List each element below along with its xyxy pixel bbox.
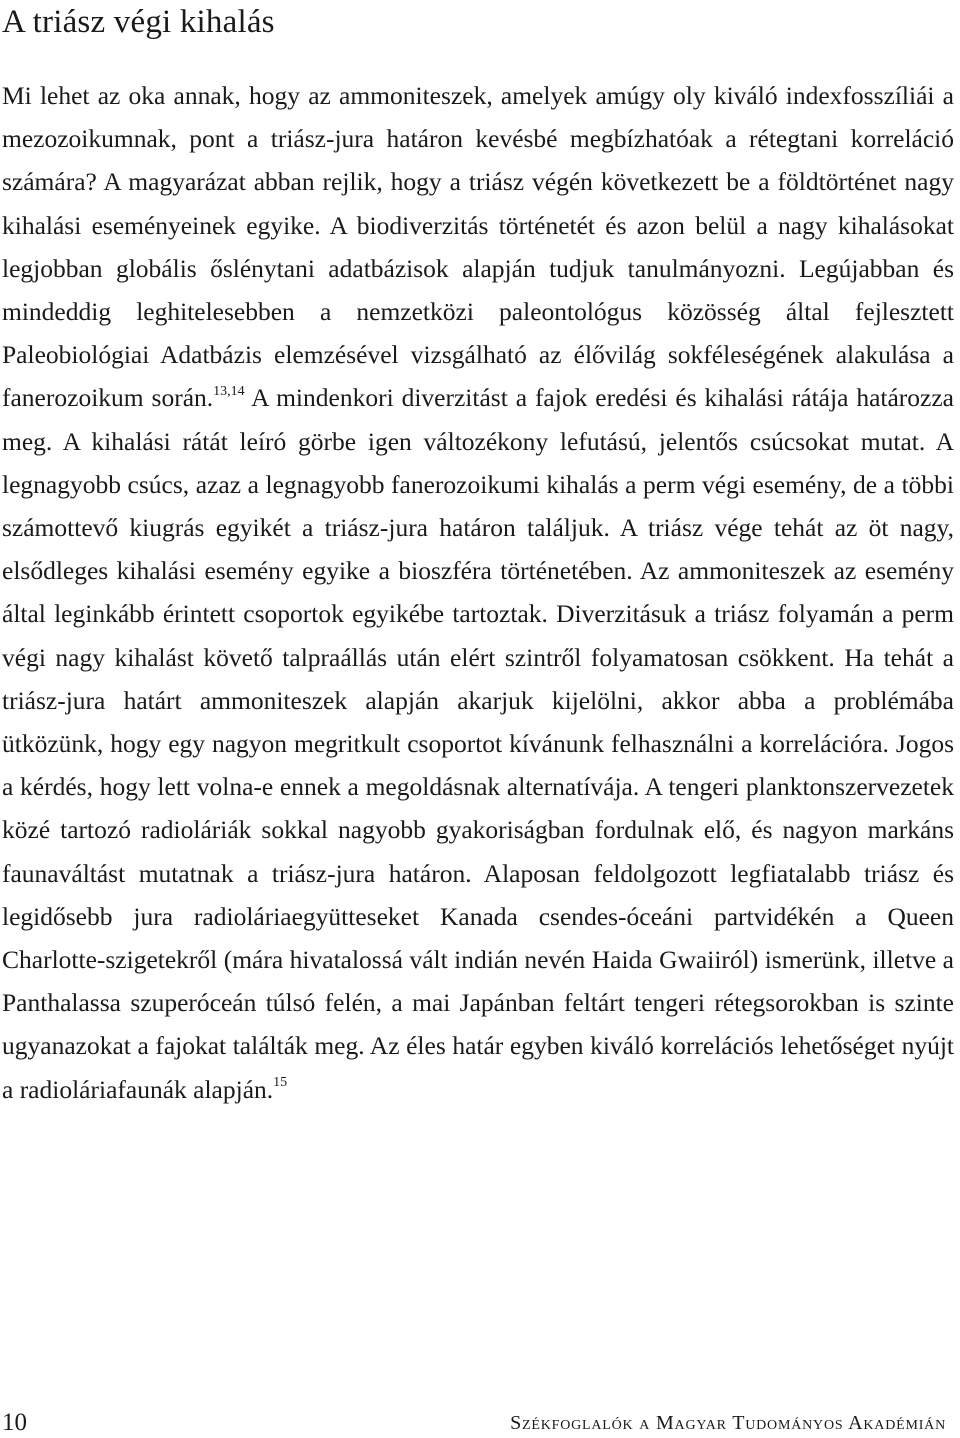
- footnote-reference-15[interactable]: 15: [273, 1075, 288, 1091]
- page-footer: [0, 1406, 960, 1436]
- body-paragraph: [2, 74, 954, 1111]
- section-heading: A triász végi kihalás: [2, 4, 275, 40]
- running-head: Székfoglalók a Magyar Tudományos Akadémián: [510, 1412, 946, 1434]
- footnote-reference-13-14[interactable]: 13,14: [213, 383, 245, 399]
- paragraph-text-part-2: A mindenkori diverzitást a fajok eredési és kihalási rátája határozza meg. A kihalási rátát leíró görbe igen változékony lefutású, jelentős csúcsokat mutat. A legnagyobb csúcs, azaz a legnagyobb fanerozoikumi kihalás a perm végi esemény, de a többi számottevő kiugrás egyikét a triász-jura határon találjuk. A triász vége tehát az öt nagy, elsődleges kihalási esemény egyike a bioszféra történetében. Az ammoniteszek az esemény által leginkább érintett csoportok egyikébe tartoztak. Diverzitásuk a triász folyamán a perm végi nagy kihalást követő talpraállás után elért szintről folyamatosan csökkent. Ha tehát a triász-jura határt ammoniteszek alapján akarjuk kijelölni, akkor abba a problémába ütközünk, hogy egy nagyon megritkult csoportot kívánunk felhasználni a korrelációra. Jogos a kérdés, hogy lett volna-e ennek a megoldásnak alternatívája. A tengeri planktonszervezetek közé tartozó radioláriák sokkal nagyobb gyakoriságban fordulnak elő, és nagyon markáns faunaváltást mutatnak a triász-jura határon. Alaposan feldolgozott legfiatalabb triász és legidősebb jura radioláriaegyütteseket Kanada csendes-óceáni partvidékén a Queen Charlotte-szigetekről (mára hivatalossá vált indián nevén Haida Gwaiiról) ismerünk, illetve a Panthalassa szuperóceán túlsó felén, a mai Japánban feltárt tengeri rétegsorokban is szinte ugyanazokat a fajokat találták meg. Az éles határ egyben kiváló korrelációs lehetőséget nyújt a radioláriafaunák alapján.: [2, 383, 954, 1104]
- page-number: 10: [2, 1409, 27, 1436]
- paragraph-text-part-1: Mi lehet az oka annak, hogy az ammoniteszek, amelyek amúgy oly kiváló indexfosszíliái a mezozoikumnak, pont a triász-jura határon kevésbé megbízhatóak a rétegtani korreláció számára? A magyarázat abban rejlik, hogy a triász végén következett be a földtörténet nagy kihalási eseményeinek egyike. A biodiverzitás történetét és azon belül a nagy kihalásokat legjobban globális őslénytani adatbázisok alapján tudjuk tanulmányozni. Legújabban és mindeddig leghitelesebben a nemzetközi paleontológus közösség által fejlesztett Paleobiológiai Adatbázis elemzésével vizsgálható az élővilág sokféleségének alakulása a fanerozoikum során.: [2, 81, 954, 413]
